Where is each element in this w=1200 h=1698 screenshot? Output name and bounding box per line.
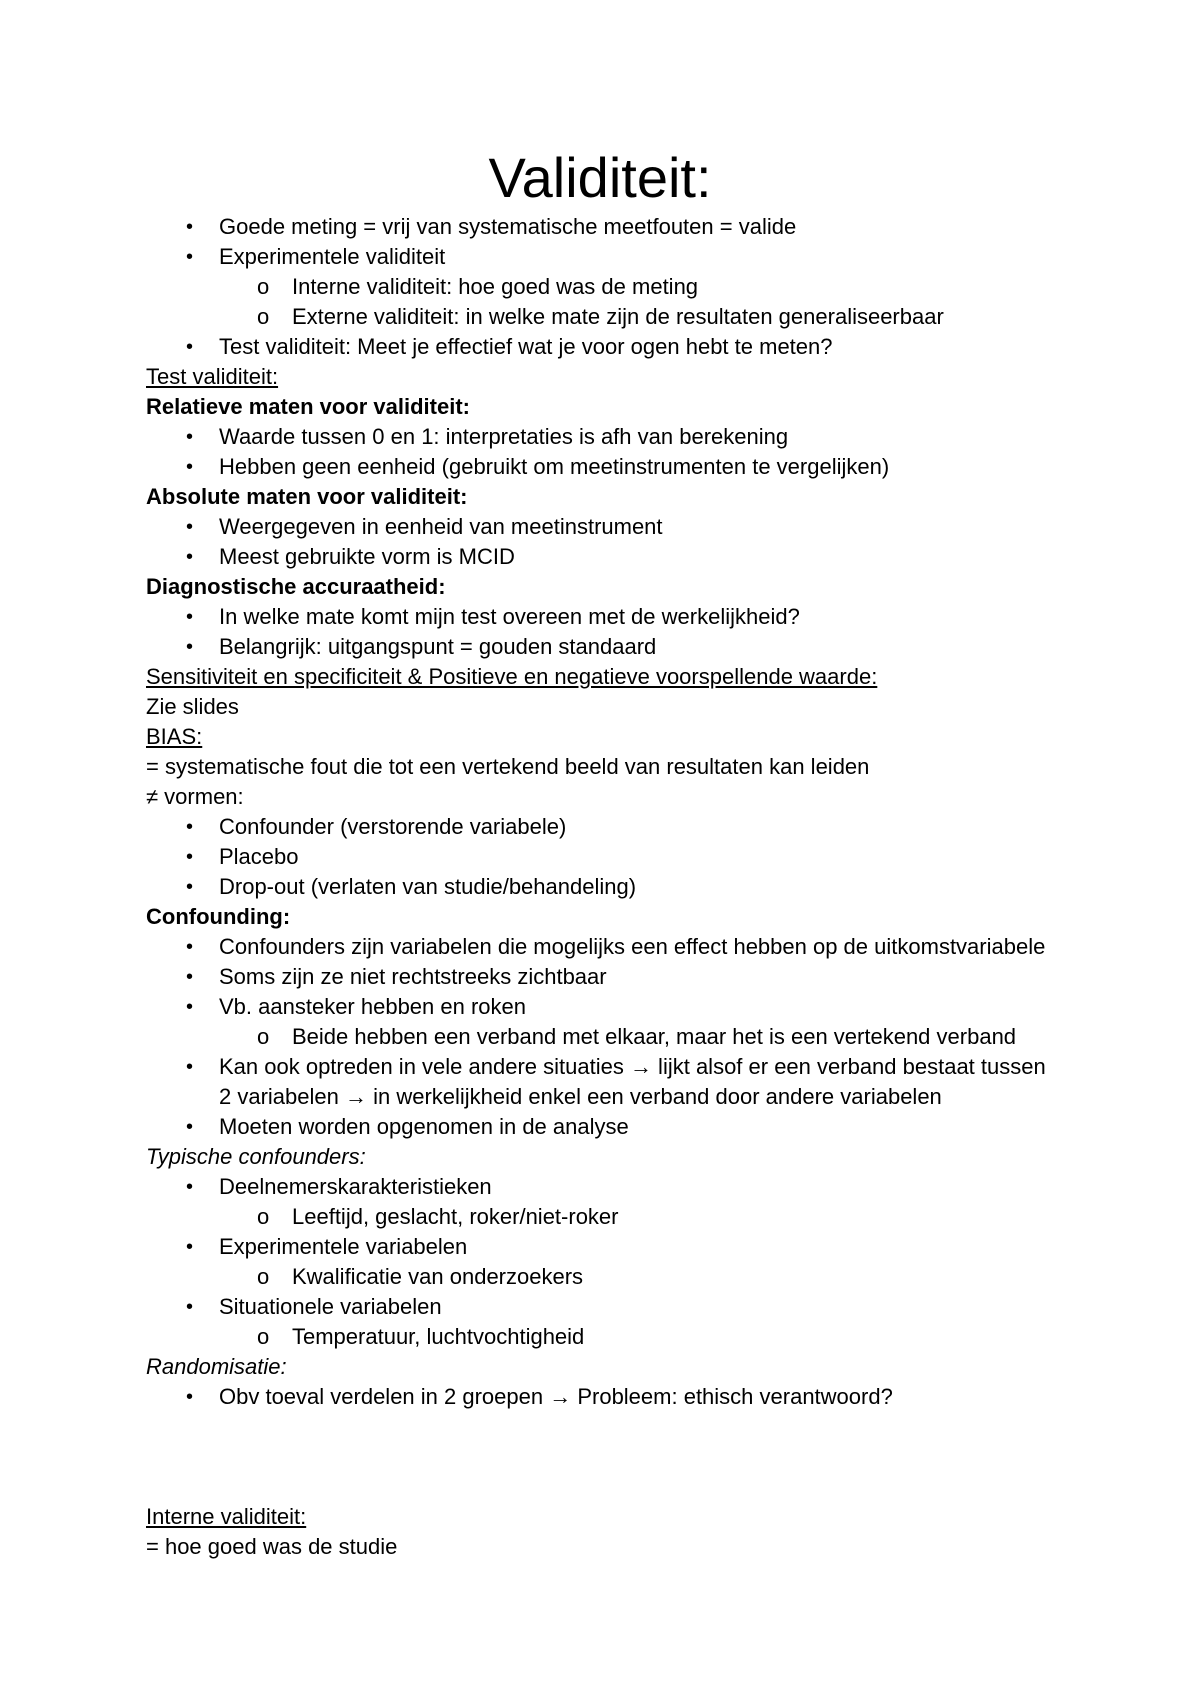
bullet: •	[186, 996, 194, 1018]
list-item-continuation: 2 variabelen → in werkelijkheid enkel een verband door andere variabelen	[219, 1084, 942, 1109]
list-item: Obv toeval verdelen in 2 groepen → Probleem: ethisch verantwoord?	[219, 1384, 893, 1409]
sub-bullet: o	[257, 274, 270, 299]
sub-bullet: o	[257, 304, 270, 329]
list-item: Waarde tussen 0 en 1: interpretaties is afh van berekening	[219, 424, 789, 449]
list-item: Goede meting = vrij van systematische meetfouten = valide	[219, 214, 797, 239]
sub-list-item: Externe validiteit: in welke mate zijn de resultaten generaliseerbaar	[292, 304, 944, 329]
subsection-heading: Diagnostische accuraatheid:	[146, 574, 446, 599]
bullet: •	[186, 336, 194, 358]
bullet: •	[186, 546, 194, 568]
paragraph: Zie slides	[146, 694, 239, 719]
list-item: Placebo	[219, 844, 299, 869]
list-item: Deelnemerskarakteristieken	[219, 1174, 492, 1199]
bullet: •	[186, 426, 194, 448]
bullet: •	[186, 876, 194, 898]
list-item: Confounders zijn variabelen die mogelijks een effect hebben op de uitkomstvariabele	[219, 934, 1046, 959]
bullet: •	[186, 1176, 194, 1198]
sub-bullet: o	[257, 1024, 270, 1049]
bullet: •	[186, 606, 194, 628]
bullet: •	[186, 456, 194, 478]
bullet: •	[186, 1116, 194, 1138]
sub-list-item: Interne validiteit: hoe goed was de meting	[292, 274, 699, 299]
sub-list-item: Kwalificatie van onderzoekers	[292, 1264, 584, 1289]
page-title: Validiteit:	[488, 146, 712, 209]
paragraph: = systematische fout die tot een vertekend beeld van resultaten kan leiden	[146, 754, 870, 779]
sub-list-item: Leeftijd, geslacht, roker/niet-roker	[292, 1204, 619, 1229]
section-heading: Sensitiviteit en specificiteit & Positieve en negatieve voorspellende waarde:	[146, 664, 878, 689]
bullet: •	[186, 936, 194, 958]
list-item: Experimentele validiteit	[219, 244, 446, 269]
list-item: Test validiteit: Meet je effectief wat je voor ogen hebt te meten?	[219, 334, 833, 359]
list-item: Kan ook optreden in vele andere situaties → lijkt alsof er een verband bestaat tussen	[219, 1054, 1046, 1079]
list-item: Belangrijk: uitgangspunt = gouden standaard	[219, 634, 657, 659]
list-item: Hebben geen eenheid (gebruikt om meetinstrumenten te vergelijken)	[219, 454, 890, 479]
list-item: Meest gebruikte vorm is MCID	[219, 544, 515, 569]
bullet: •	[186, 1056, 194, 1078]
list-item: Soms zijn ze niet rechtstreeks zichtbaar	[219, 964, 607, 989]
bullet: •	[186, 816, 194, 838]
sub-list-item: Temperatuur, luchtvochtigheid	[292, 1324, 585, 1349]
bullet: •	[186, 516, 194, 538]
sub-list-item: Beide hebben een verband met elkaar, maar het is een vertekend verband	[292, 1024, 1017, 1049]
section-heading: Test validiteit:	[146, 364, 279, 389]
list-item: Situationele variabelen	[219, 1294, 442, 1319]
bullet: •	[186, 966, 194, 988]
sub-bullet: o	[257, 1264, 270, 1289]
subsection-heading: Randomisatie:	[146, 1354, 287, 1379]
bullet: •	[186, 1236, 194, 1258]
list-item: In welke mate komt mijn test overeen met de werkelijkheid?	[219, 604, 800, 629]
sub-bullet: o	[257, 1324, 270, 1349]
paragraph: = hoe goed was de studie	[146, 1534, 398, 1559]
bullet: •	[186, 246, 194, 268]
list-item: Weergegeven in eenheid van meetinstrument	[219, 514, 663, 539]
list-item: Drop-out (verlaten van studie/behandeling)	[219, 874, 637, 899]
paragraph: ≠ vormen:	[146, 784, 244, 809]
bullet: •	[186, 636, 194, 658]
bullet: •	[186, 1386, 194, 1408]
list-item: Moeten worden opgenomen in de analyse	[219, 1114, 629, 1139]
section-heading: Interne validiteit:	[146, 1504, 307, 1529]
subsection-heading: Relatieve maten voor validiteit:	[146, 394, 470, 419]
list-item: Confounder (verstorende variabele)	[219, 814, 567, 839]
subsection-heading: Confounding:	[146, 904, 291, 929]
list-item: Vb. aansteker hebben en roken	[219, 994, 527, 1019]
subsection-heading: Typische confounders:	[146, 1144, 366, 1169]
list-item: Experimentele variabelen	[219, 1234, 468, 1259]
section-heading: BIAS:	[146, 724, 203, 749]
sub-bullet: o	[257, 1204, 270, 1229]
bullet: •	[186, 846, 194, 868]
bullet: •	[186, 1296, 194, 1318]
subsection-heading: Absolute maten voor validiteit:	[146, 484, 468, 509]
bullet: •	[186, 216, 194, 238]
